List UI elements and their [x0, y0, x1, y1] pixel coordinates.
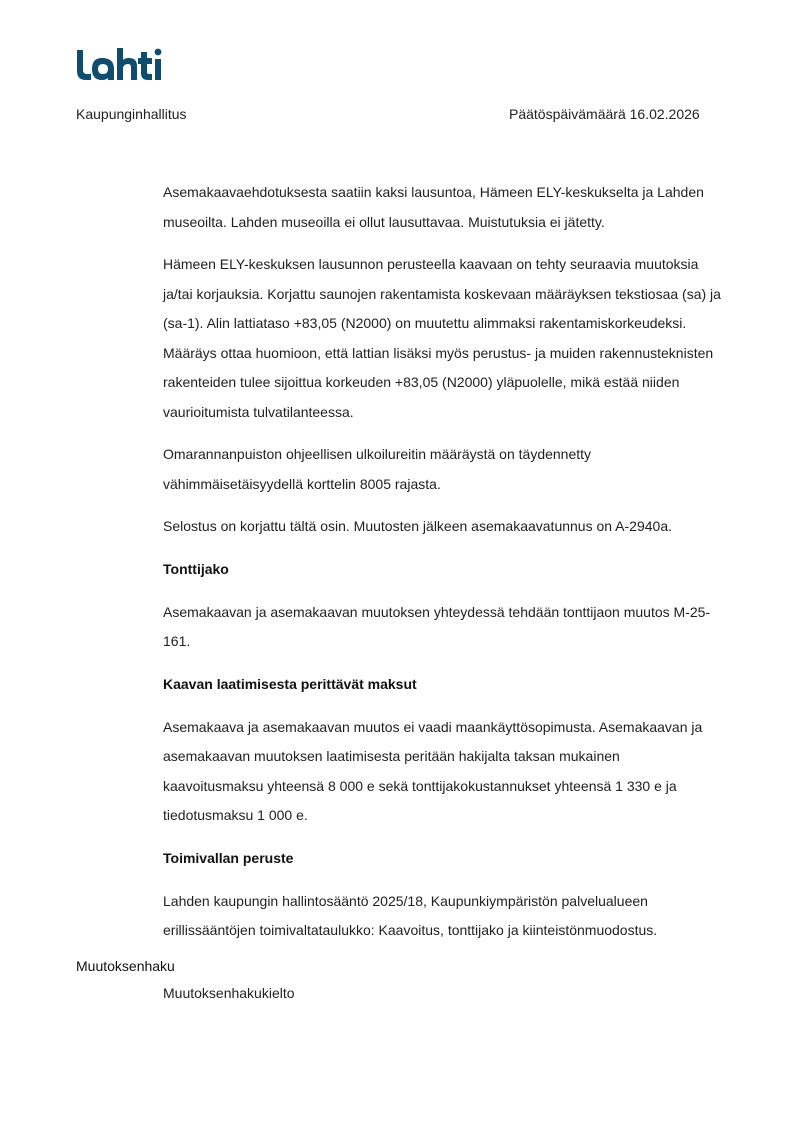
heading-fees: Kaavan laatimisesta perittävät maksut	[163, 675, 417, 692]
paragraph-authority: Lahden kaupungin hallintosääntö 2025/18, Kaupunkiympäristön palvelualueen erillissääntöjen toimivaltataulukko: Kaavoitus, tonttijako ja kiinteistönmuodostus.	[163, 892, 658, 938]
paragraph-changes: Hämeen ELY-keskuksen lausunnon perusteella kaavaan on tehty seuraavia muutoksia ja/tai korjauksia. Korjattu saunojen rakentamista koskevaan määräyksen tekstiosaa (sa) ja (sa-1). Alin lattiataso +83,05 (N2000) on muutettu alimmaksi rakentamiskorkeudeksi. Määräys ottaa huomioon, että lattian lisäksi myös perustus- ja muiden rakennusteknisten rakenteiden tulee sijoittua korkeuden +83,05 (N2000) yläpuolelle, mikä estää niiden vaurioitumista tulvatilanteessa.	[163, 256, 721, 420]
organization-name: Kaupunginhallitus	[76, 106, 187, 122]
appeal-label: Muutoksenhaku	[76, 958, 175, 974]
appeal-value: Muutoksenhakukielto	[163, 985, 295, 1001]
paragraph-plot-division: Asemakaavan ja asemakaavan muutoksen yhteydessä tehdään tonttijaon muutos M-25-161.	[163, 603, 711, 649]
paragraph-route: Omarannanpuiston ohjeellisen ulkoilureitin määräystä on täydennetty vähimmäisetäisyydellä korttelin 8005 rajasta.	[163, 446, 592, 492]
heading-authority: Toimivallan peruste	[163, 849, 294, 866]
paragraph-statements: Asemakaavaehdotuksesta saatiin kaksi lausuntoa, Hämeen ELY-keskukselta ja Lahden museoilta. Lahden museoilla ei ollut lausuttavaa. Muistutuksia ei jätetty.	[163, 184, 704, 230]
decision-date: Päätöspäivämäärä 16.02.2026	[509, 106, 700, 122]
lahti-logo	[76, 46, 166, 82]
heading-tonttijako: Tonttijako	[163, 560, 229, 577]
paragraph-fees: Asemakaava ja asemakaavan muutos ei vaadi maankäyttösopimusta. Asemakaavan ja asemakaavan muutoksen laatimisesta peritään hakijalta taksan mukainen kaavoitusmaksu yhteensä 8 000 e sekä tonttijakokustannukset yhteensä 1 330 e ja tiedotusmaksu 1 000 e.	[163, 718, 703, 823]
decision-body	[163, 178, 723, 959]
lahti-logo-icon	[76, 46, 166, 82]
paragraph-report: Selostus on korjattu tältä osin. Muutosten jälkeen asemakaavatunnus on A-2940a.	[163, 518, 672, 534]
